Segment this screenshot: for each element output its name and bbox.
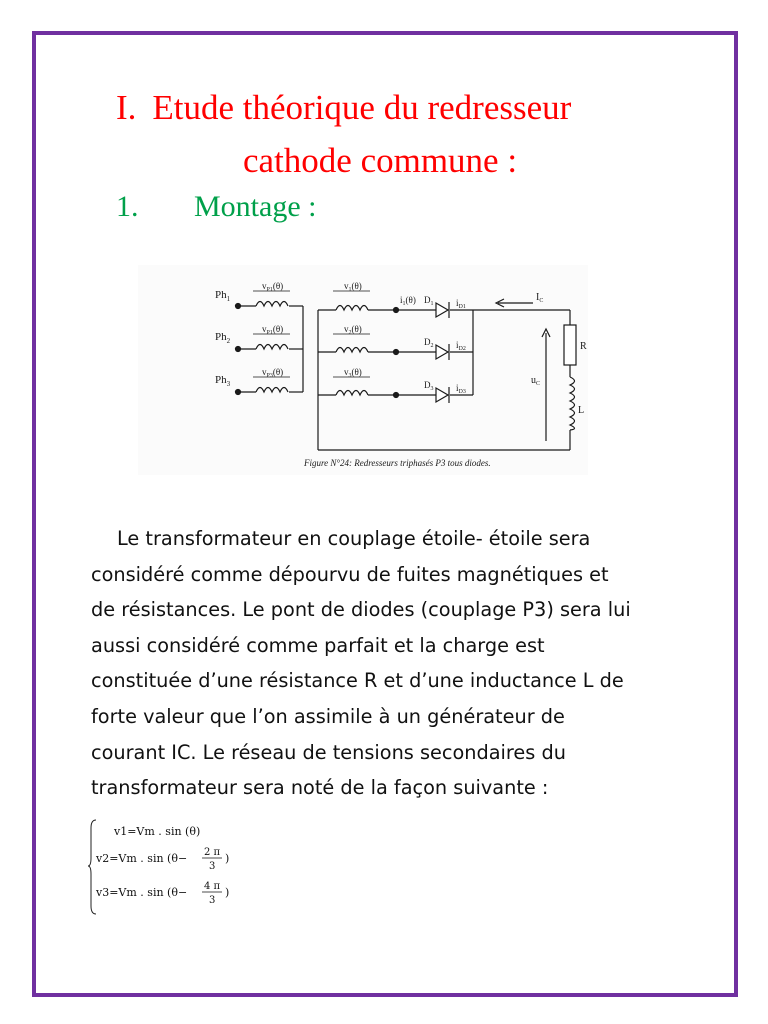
paragraph-line: constituée d’une résistance R et d’une inductance L de [91,669,624,693]
ph3-label: $Ph_3$ [215,374,231,388]
secondary-coils [336,306,368,396]
subsection-title: Montage : [194,190,317,223]
svg-text:L: L [578,405,585,416]
equation-v2-close: ) [225,852,230,865]
svg-text:vP1(θ): $v_{P1}(\theta)$ [262,324,284,336]
paragraph-line: transformateur sera noté de la façon suivante : [91,776,549,800]
paragraph-line: de résistances. Le pont de diodes (couplage P3) sera lui [91,598,631,622]
svg-text:iD2: $i_{D2}$ [456,340,466,352]
ph2-label: $Ph_2$ [215,331,231,345]
secondary-voltage-labels [333,281,416,379]
body-paragraph [91,521,701,806]
equation-v1: v1=Vm . sin (θ) [114,825,201,838]
paragraph-line: Le transformateur en couplage étoile- étoile sera [117,527,591,550]
svg-text:vP3(θ): $v_{P3}(\theta)$ [262,367,284,379]
svg-text:D1: $D_1$ [424,295,434,307]
subsection-number: 1. [116,190,139,223]
primary-voltage-labels [253,281,290,379]
svg-text:D3: $D_3$ [424,380,434,392]
equation-v2-numerator: 2 π [204,847,221,858]
svg-text:i1(θ): $i_1(\theta)$ [400,295,416,307]
svg-text:vP1(θ): $v_{P1}(\theta)$ [262,281,284,293]
circuit-figure [138,265,588,475]
svg-text:v2(θ): $v_2(\theta)$ [344,324,362,336]
svg-text:D2: $D_2$ [424,337,434,349]
paragraph-line: forte valeur que l’on assimile à un générateur de [91,704,565,728]
equation-v3-denominator: 3 [209,895,216,906]
diodes [436,302,449,403]
svg-text:iD1: $i_{D1}$ [456,298,466,310]
paragraph-line: courant IC. Le réseau de tensions secondaires du [91,740,566,764]
figure-caption: Figure N°24: Redresseurs triphasés P3 tous diodes. [304,458,491,468]
phase-labels [215,289,231,388]
section-number: I. [116,88,137,127]
voltage-equations [88,818,288,918]
subsection-heading [116,190,316,224]
svg-text:v3(θ): $v_3(\theta)$ [344,367,362,379]
system-brace [88,820,96,914]
equation-v3-close: ) [225,886,230,899]
svg-text:uC: $u_C$ [531,375,541,387]
section-heading [116,88,571,128]
equation-v3-numerator: 4 π [204,881,221,892]
svg-text:v1(θ): $v_1(\theta)$ [344,281,362,293]
svg-text:R: R [580,341,587,352]
paragraph-line: considéré comme dépourvu de fuites magnétiques et [91,562,609,586]
svg-text:iD3: $i_{D3}$ [456,383,466,395]
section-title-line1: Etude théorique du redresseur [152,88,572,127]
primary-wiring [236,304,304,395]
section-title-line2: cathode commune : [243,141,518,180]
equation-v2-denominator: 3 [209,861,216,872]
ph1-label: $Ph_1$ [215,289,231,303]
equation-v2: v2=Vm . sin (θ− [96,852,188,865]
paragraph-line: aussi considéré comme parfait et la charge est [91,633,545,657]
load [496,299,576,441]
svg-text:IC: $I_C$ [536,292,544,304]
equation-v3: v3=Vm . sin (θ− [96,886,188,899]
load-labels [531,292,587,416]
